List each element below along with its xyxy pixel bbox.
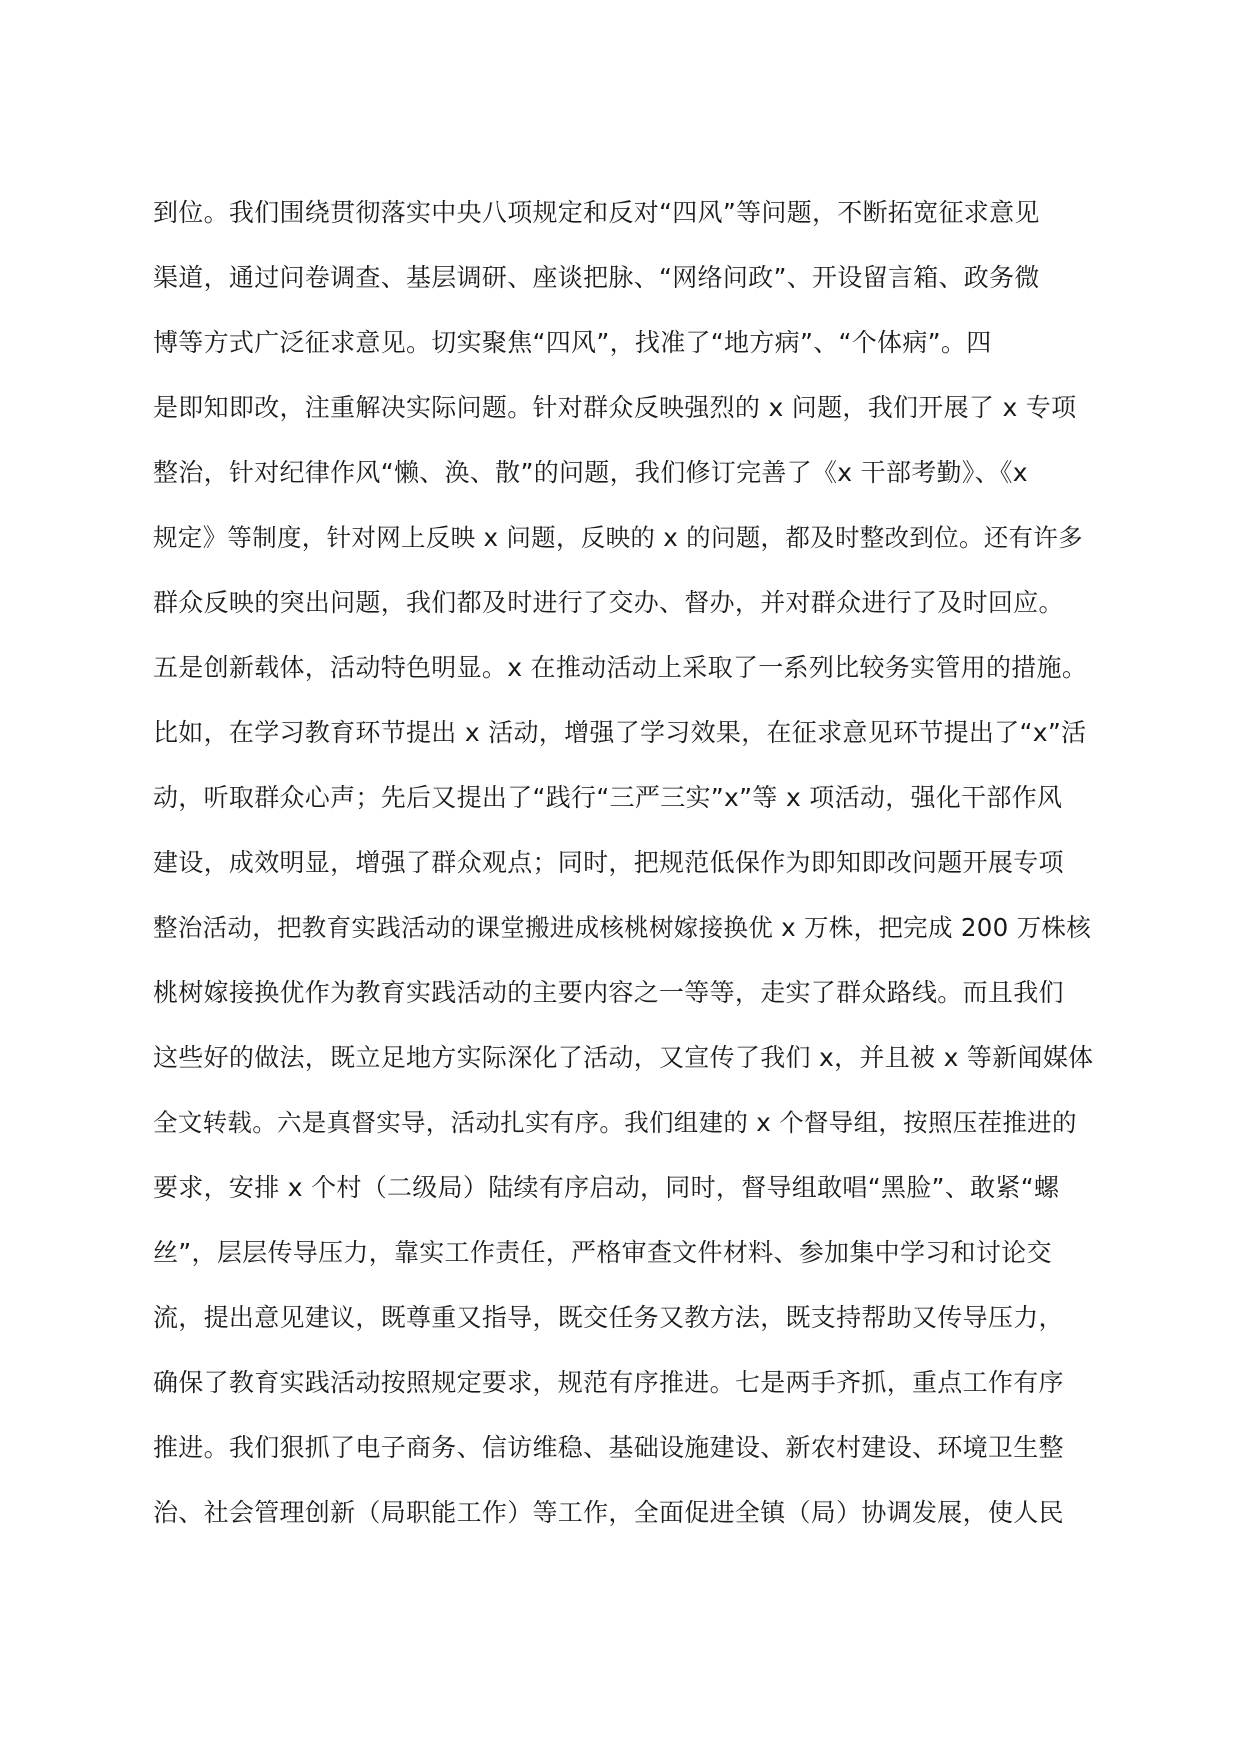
text-line: 是即知即改，注重解决实际问题。针对群众反映强烈的 x 问题，我们开展了 x 专项 (153, 393, 1077, 422)
text-line: 比如，在学习教育环节提出 x 活动，增强了学习效果，在征求意见环节提出了“x”活 (153, 718, 1087, 747)
text-line: 群众反映的突出问题，我们都及时进行了交办、督办，并对群众进行了及时回应。 (153, 588, 1064, 617)
text-line: 确保了教育实践活动按照规定要求，规范有序推进。七是两手齐抓，重点工作有序 (153, 1368, 1064, 1397)
text-line: 五是创新载体，活动特色明显。x 在推动活动上采取了一系列比较务实管用的措施。 (153, 653, 1088, 682)
text-line: 推进。我们狠抓了电子商务、信访维稳、基础设施建设、新农村建设、环境卫生整 (153, 1433, 1064, 1462)
text-line: 治、社会管理创新（局职能工作）等工作，全面促进全镇（局）协调发展，使人民 (153, 1498, 1064, 1527)
text-line: 到位。我们围绕贯彻落实中央八项规定和反对“四风”等问题，不断拓宽征求意见 (153, 198, 1040, 227)
text-line: 建设，成效明显，增强了群众观点；同时，把规范低保作为即知即改问题开展专项 (153, 848, 1064, 877)
text-line: 全文转载。六是真督实导，活动扎实有序。我们组建的 x 个督导组，按照压茬推进的 (153, 1108, 1077, 1137)
text-line: 渠道，通过问卷调查、基层调研、座谈把脉、“网络问政”、开设留言箱、政务微 (153, 263, 1040, 292)
body-text (153, 180, 1093, 1545)
text-line: 流，提出意见建议，既尊重又指导，既交任务又教方法，既支持帮助又传导压力， (153, 1303, 1064, 1332)
text-line: 整治活动，把教育实践活动的课堂搬进成核桃树嫁接换优 x 万株，把完成 200 万株核 (153, 913, 1092, 942)
text-line: 桃树嫁接换优作为教育实践活动的主要内容之一等等，走实了群众路线。而且我们 (153, 978, 1064, 1007)
text-line: 整治，针对纪律作风“懒、涣、散”的问题，我们修订完善了《x 干部考勤》、《x (153, 458, 1028, 487)
text-line: 动，听取群众心声；先后又提出了“践行“三严三实”x”等 x 项活动，强化干部作风 (153, 783, 1063, 812)
text-line: 丝”，层层传导压力，靠实工作责任，严格审查文件材料、参加集中学习和讨论交 (153, 1238, 1052, 1267)
text-line: 这些好的做法，既立足地方实际深化了活动，又宣传了我们 x，并且被 x 等新闻媒体 (153, 1043, 1094, 1072)
text-line: 规定》等制度，针对网上反映 x 问题，反映的 x 的问题，都及时整改到位。还有许多 (153, 523, 1083, 552)
text-line: 博等方式广泛征求意见。切实聚焦“四风”，找准了“地方病”、“个体病”。四 (153, 328, 992, 357)
text-line: 要求，安排 x 个村（二级局）陆续有序启动，同时，督导组敢唱“黑脸”、敢紧“螺 (153, 1173, 1060, 1202)
